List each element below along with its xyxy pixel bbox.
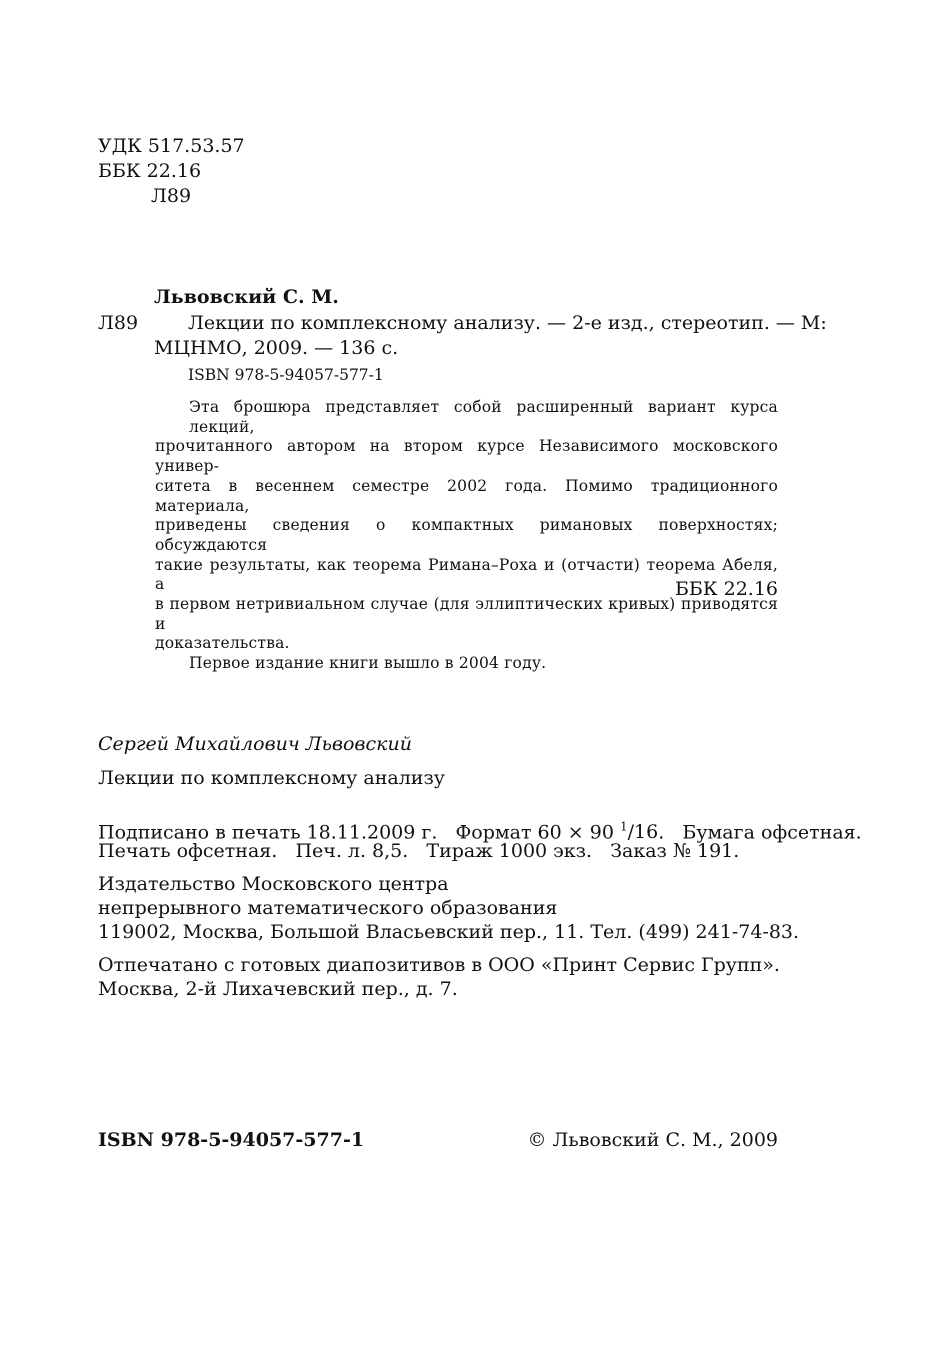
publisher-line-1: Издательство Московского центра (98, 873, 449, 895)
print-info-line-2: Печать офсетная. Печ. л. 8,5. Тираж 1000 экз. Заказ № 191. (98, 840, 740, 862)
annotation-line: в первом нетривиальном случае (для эллиптических кривых) приводятся и (155, 595, 778, 633)
title-line-1: Лекции по комплексному анализу. — 2-е изд., стереотип. — М: (188, 312, 827, 334)
printer-line-1: Отпечатано с готовых диапозитивов в ООО «Принт Сервис Групп». (98, 954, 780, 976)
print-signed-date: Подписано в печать 18.11.2009 г. (98, 821, 438, 844)
copyright-symbol: © (527, 1129, 547, 1151)
author-heading: Львовский С. М. (154, 286, 339, 308)
author-full-name: Сергей Михайлович Львовский (98, 733, 412, 755)
annotation-line: приведены сведения о компактных римановых поверхностях; обсуждаются (155, 516, 778, 554)
entry-author-mark: Л89 (98, 312, 139, 334)
annotation (155, 398, 778, 674)
isbn-bottom: ISBN 978-5-94057-577-1 (98, 1129, 365, 1151)
first-edition-note: Первое издание книги вышло в 2004 году. (189, 654, 547, 673)
annotation-line: доказательства. (155, 634, 290, 653)
copyright-notice (527, 1128, 778, 1153)
copyright-text: Львовский С. М., 2009 (552, 1129, 778, 1151)
author-mark-top: Л89 (151, 185, 192, 207)
annotation-line: Эта брошюра представляет собой расширенный вариант курса лекций, (189, 398, 778, 436)
print-format: Формат 60 × 90 (455, 821, 614, 844)
bbk-code-right: ББК 22.16 (674, 578, 778, 600)
udk-code: УДК 517.53.57 (98, 135, 245, 157)
annotation-line: такие результаты, как теорема Римана–Роха и (отчасти) теорема Абеля, а (155, 555, 778, 594)
printer-line-2: Москва, 2-й Лихачевский пер., д. 7. (98, 978, 458, 1000)
bbk-code-top: ББК 22.16 (98, 160, 202, 182)
annotation-line: прочитанного автором на втором курсе Независимого московского универ- (155, 437, 778, 476)
title-line-2: МЦНМО, 2009. — 136 с. (154, 337, 399, 359)
print-format-fraction: $^1$/16 (619, 820, 659, 844)
isbn-top: ISBN 978-5-94057-577-1 (188, 366, 384, 384)
annotation-line: ситета в весеннем семестре 2002 года. Помимо традиционного материала, (155, 476, 778, 515)
publisher-address: 119002, Москва, Большой Власьевский пер., 11. Тел. (499) 241-74-83. (98, 921, 800, 943)
print-info-line-1: Подписано в печать 18.11.2009 г. Формат 60 × 90 $^1$/16. Бумага офсетная. (98, 820, 862, 844)
publisher-line-2: непрерывного математического образования (98, 897, 558, 919)
print-paper: Бумага офсетная. (682, 821, 862, 844)
book-title: Лекции по комплексному анализу (98, 767, 445, 789)
